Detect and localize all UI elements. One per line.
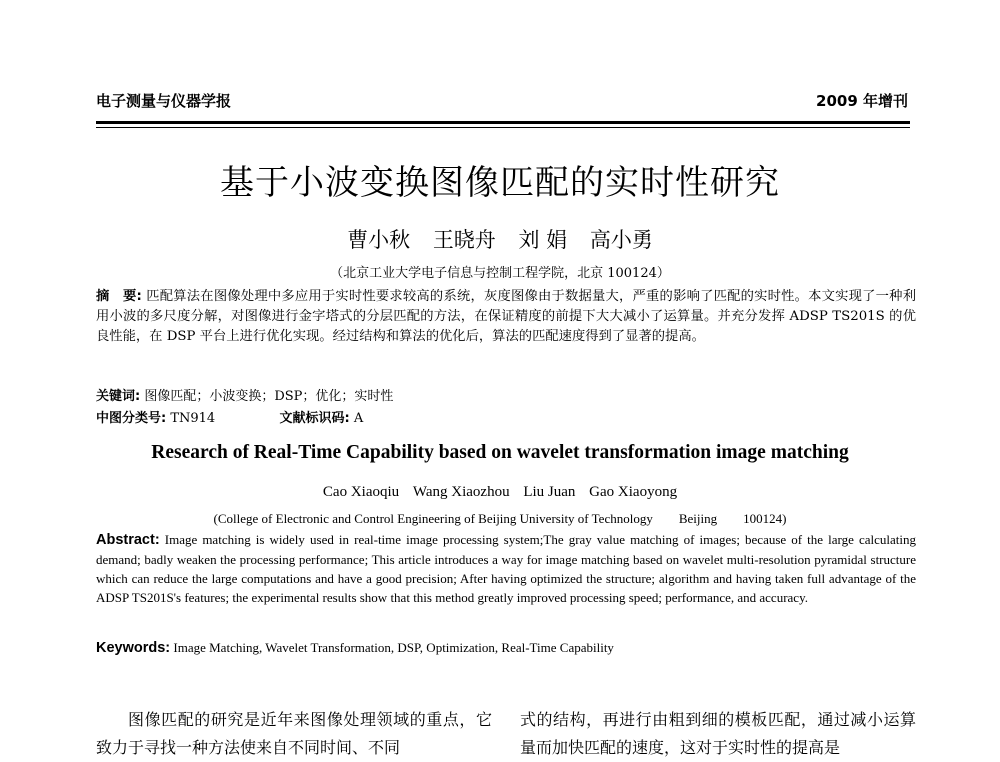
author-en: Wang Xiaozhou	[412, 484, 510, 500]
classification-line	[96, 407, 363, 426]
abstract-cn-label: 摘 要:	[96, 289, 142, 304]
keywords-en-label: Keywords:	[96, 640, 171, 656]
clc-label: 中图分类号:	[96, 411, 167, 426]
issue-label: 2009 年增刊	[816, 92, 908, 110]
doc-code-value: A	[353, 411, 364, 426]
abstract-cn	[96, 287, 916, 347]
author-cn: 曹小秋	[347, 228, 411, 252]
keywords-cn	[96, 385, 393, 404]
keywords-cn-text: 图像匹配；小波变换；DSP；优化；实时性	[144, 389, 394, 404]
journal-name: 电子测量与仪器学报	[96, 92, 232, 110]
abstract-en-text: Image matching is widely used in real-time image processing system;The gray value matching of images; because of the large calculating demand; badly weaken the processing performance; This article introduces a way for image matching based on wavelet multi-resolution pyramidal structure which can reduce the large computations and have a good precision; After having optimized the structure; algorithm and having taken full advantage of the ADSP TS201S's features; the experimental results show that this method greatly improved processing speed; performance, and accuracy.	[96, 532, 917, 605]
abstract-en	[96, 530, 916, 607]
abstract-cn-text: 匹配算法在图像处理中多应用于实时性要求较高的系统，灰度图像由于数据量大，严重的影响了匹配的实时性。本文实现了一种利用小波的多尺度分解，对图像进行金字塔式的分层匹配的方法，在保证精度的前提下大大减小了运算量。并充分发挥 ADSP TS201S 的优良性能，在 DSP 平台上进行优化实现。经过结构和算法的优化后，算法的匹配速度得到了显著的提高。	[96, 289, 916, 344]
paper-title-cn: 基于小波变换图像匹配的实时性研究	[220, 163, 780, 203]
authors-cn	[0, 224, 1000, 254]
affiliation-cn: （北京工业大学电子信息与控制工程学院，北京 100124）	[330, 266, 670, 281]
header-rule-thick	[96, 121, 910, 124]
keywords-en-text: Image Matching, Wavelet Transformation, DSP, Optimization, Real-Time Capability	[173, 640, 614, 655]
affiliation-en: (College of Electronic and Control Engineering of Beijing University of Technology Beijing 100124)	[213, 511, 787, 526]
author-en: Gao Xiaoyong	[589, 484, 678, 500]
author-en: Liu Juan	[523, 484, 576, 500]
clc-value: TN914	[170, 411, 216, 426]
author-en: Cao Xiaoqiu	[322, 484, 400, 500]
body-column-left: 图像匹配的研究是近年来图像处理领域的重点，它致力于寻找一种方法使来自不同时间、不同	[96, 710, 492, 757]
header-rule-thin	[96, 127, 910, 128]
keywords-en	[96, 640, 916, 656]
doc-code-label: 文献标识码:	[279, 411, 350, 426]
authors-en	[0, 484, 1000, 501]
body-column-right: 式的结构，再进行由粗到细的模板匹配，通过减小运算量而加快匹配的速度，这对于实时性的提高是	[520, 710, 916, 757]
author-cn: 刘 娟	[518, 228, 568, 252]
keywords-cn-label: 关键词:	[96, 389, 141, 404]
abstract-en-label: Abstract:	[96, 532, 160, 548]
paper-title-en: Research of Real-Time Capability based on wavelet transformation image matching	[151, 442, 849, 463]
author-cn: 高小勇	[589, 228, 653, 252]
author-cn: 王晓舟	[432, 228, 496, 252]
